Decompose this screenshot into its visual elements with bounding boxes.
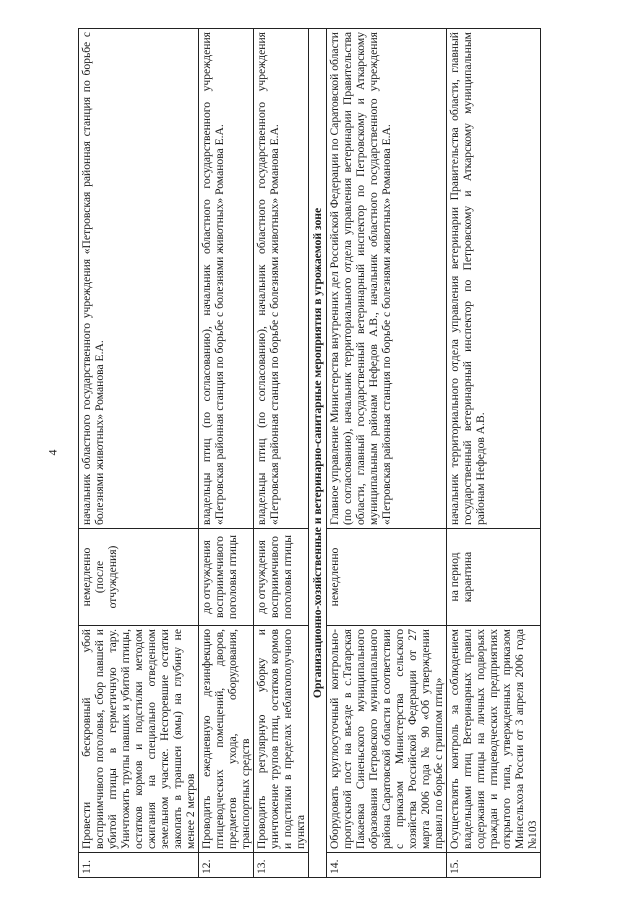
row-number: 12. [199,853,254,878]
responsible-cell: владельцы птиц (по согласованию), начальник областного государственного учреждения «Петровская районная станция по борьбе с болезнями животных» Романова Е.А. [199,29,254,529]
table-row [254,29,309,878]
action-cell: Оборудовать круглосуточный контрольно-пропускной пост на въезде в с.Татарская Пакаевка Синеньского муниципального образования Петровского муниципального района Саратовской области в соответствии с приказом Министерства сельского хозяйства Российской Федерации от 27 марта 2006 года № 90 «Об утверждении правил по борьбе с гриппом птиц» [327,626,447,853]
action-cell: Провести бескровный убой восприимчивого поголовья, сбор павшей и убитой птицы в герметичную тару. Уничтожить трупы павших и убитой птицы, остатков кормов и подстилки методом сжигания на специально отведенном земельном участке. Несгоревшие остатки закопать в траншеи (ямы) на глубину не менее 2 метров [79,626,199,853]
table-row [79,29,199,878]
rotated-sheet [78,28,638,878]
row-number: 13. [254,853,309,878]
responsible-cell: владельцы птиц (по согласованию), начальник областного государственного учреждения «Петровская районная станция по борьбе с болезнями животных» Романова Е.А. [254,29,309,529]
term-cell: до отчуждения восприимчивого поголовья птицы [254,529,309,626]
measures-table [78,28,541,878]
action-cell: Проводить ежедневную дезинфекцию птицеводческих помещений, дворов, предметов ухода, оборудования, транспортных средств [199,626,254,853]
table-row [199,29,254,878]
row-number: 15. [447,853,541,878]
table-row [447,29,541,878]
section-header-row [309,29,327,878]
responsible-cell: начальник областного государственного учреждения «Петровская районная станция по борьбе с болезнями животных» Романова Е.А. [79,29,199,529]
action-cell: Проводить регулярную уборку и уничтожение трупов птиц, остатков кормов и подстилки в пределах неблагополучного пункта [254,626,309,853]
section-title: Организационно-хозяйственные и ветеринарно-санитарные мероприятия в угрожаемой зоне [309,29,327,878]
row-number: 11. [79,853,199,878]
term-cell: немедленно (после отчуждения) [79,529,199,626]
page-number: 4 [45,449,60,456]
responsible-cell: начальник территориального отдела управления ветеринарии Правительства области, главный государственный ветеринарный инспектор по Петровскому и Аткарскому муниципальным районам Нефедов А.В. [447,29,541,529]
action-cell: Осуществлять контроль за соблюдением владельцами птиц Ветеринарных правил содержания птицы на личных подворьях граждан и птицеводческих предприятиях открытого типа, утвержденных приказом Минсельхоза России от 3 апреля 2006 года №103 [447,626,541,853]
term-cell: немедленно [327,529,447,626]
table-row [327,29,447,878]
term-cell: на период карантина [447,529,541,626]
row-number: 14. [327,853,447,878]
responsible-cell: Главное управление Министерства внутренних дел Российской Федерации по Саратовской области (по согласованию), начальник территориального отдела управления ветеринарии Правительства области, главный государственный ветеринарный инспектор по Петровскому и Аткарскому муниципальным районам Нефедов А.В., начальник областного государственного учреждения «Петровская районная станция по борьбе с болезнями животных» Романова Е.А. [327,29,447,529]
term-cell: до отчуждения восприимчивого поголовья птицы [199,529,254,626]
